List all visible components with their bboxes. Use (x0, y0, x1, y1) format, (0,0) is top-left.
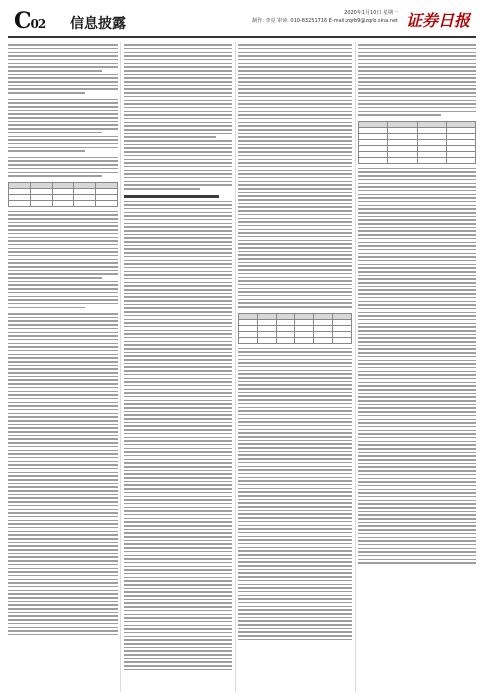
data-table (238, 313, 352, 344)
text-block (358, 168, 476, 564)
text-block (8, 99, 118, 152)
contact-line: 制作: 李亮 审读: 010-83251716 E-mail:zqrb9@zqrb.sina.net (252, 18, 398, 24)
column-4 (358, 42, 476, 692)
column-2 (124, 42, 232, 692)
newspaper-logo: 证券日报 (405, 11, 470, 30)
text-block (8, 313, 118, 635)
text-block (358, 44, 476, 116)
text-block (124, 44, 232, 189)
date-line: 2020年1月10日 星期一 (344, 10, 398, 16)
column-rule (355, 42, 356, 692)
column-rule (235, 42, 236, 692)
column-1 (8, 42, 118, 692)
text-block (124, 201, 232, 671)
text-block (8, 157, 118, 177)
page-digits: 02 (30, 17, 46, 31)
masthead (8, 6, 476, 38)
page-letter: C (14, 8, 31, 34)
text-block (8, 211, 118, 308)
text-block (8, 44, 118, 93)
column-rule (120, 42, 121, 692)
data-table (358, 121, 476, 164)
text-block (238, 44, 352, 307)
column-3 (238, 42, 352, 692)
page-number (14, 8, 45, 34)
masthead-meta (252, 9, 398, 25)
data-table (8, 182, 118, 207)
section-title: 信息披露 (70, 16, 126, 32)
text-block (238, 348, 352, 641)
section-heading (124, 195, 219, 198)
